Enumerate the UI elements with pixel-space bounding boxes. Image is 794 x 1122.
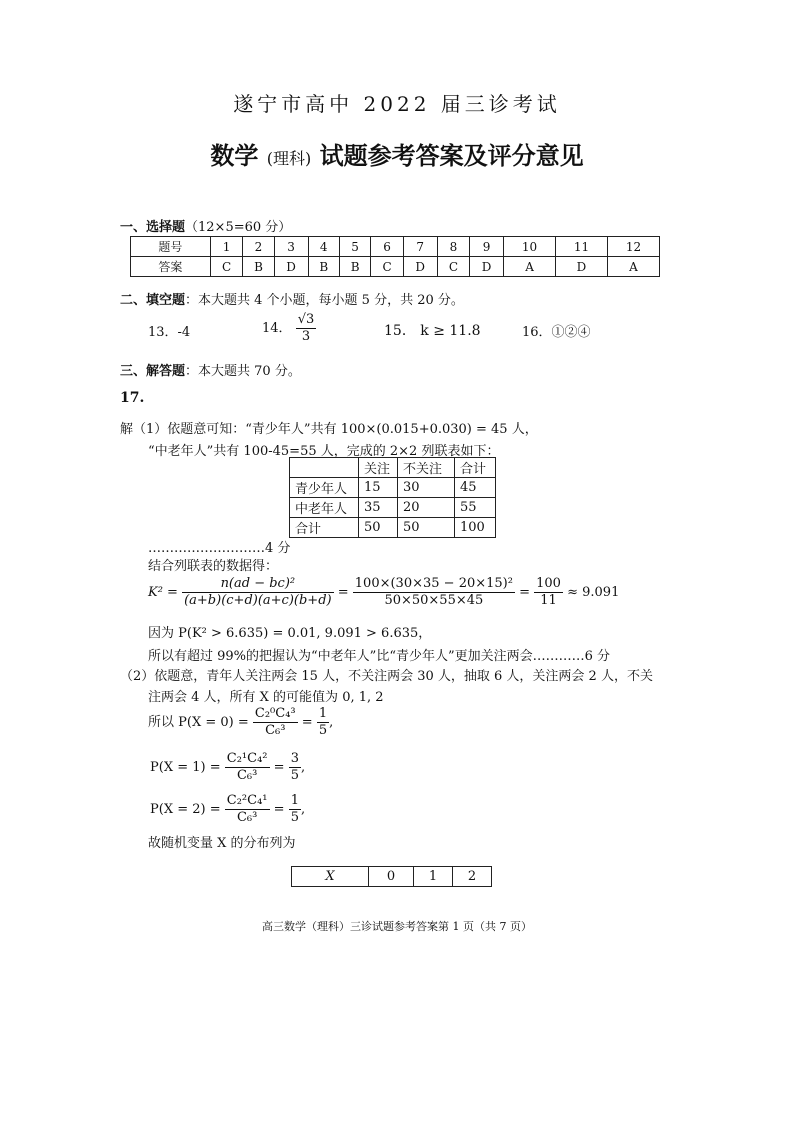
row-label: 答案 [131,257,211,277]
table-cell: 4 [308,237,339,257]
fraction-denominator: 11 [540,593,557,608]
table-cell: A [504,257,556,277]
prob-result-fraction [289,751,301,784]
table-cell: 2 [453,867,492,887]
table-cell: 20 [398,498,455,518]
fraction-numerator: √3 [297,312,315,327]
table-cell: 10 [504,237,556,257]
table-cell: 1 [414,867,453,887]
equals-sign: = [519,585,530,600]
fraction-denominator: C₆³ [236,768,258,783]
section1-heading: 一、选择题 [120,220,186,235]
table-cell: 50 [359,518,398,538]
table-cell: C [437,257,470,277]
prob-result-fraction [317,706,329,739]
page-footer: 高三数学（理科）三诊试题参考答案第 1 页（共 7 页） [262,920,532,933]
fraction-denominator: C₆³ [236,810,258,825]
table-cell: 中老年人 [290,498,359,518]
prob-tail: , [300,802,306,817]
prob-fraction [225,793,270,826]
answer-14-fraction [296,312,317,345]
k2-left: K² = [148,585,178,600]
answer-table-row-numbers [131,237,660,257]
fraction-denominator: 3 [301,329,311,344]
table-header-row [290,458,496,478]
table-cell: 50 [398,518,455,538]
table-cell: 合计 [290,518,359,538]
equals-sign: = [337,585,349,600]
table-cell: 7 [403,237,437,257]
table-cell: 8 [437,237,470,257]
fraction-numerator: C₂¹C₄² [226,751,268,766]
table-cell: 15 [359,478,398,498]
score-marker-4: ………………………4 分 [148,541,291,556]
problem-17-number: 17. [120,390,145,406]
solution-line-2: “中老年人”共有 100-45=55 人，完成的 2×2 列联表如下： [148,444,500,459]
answer-13: 13．-4 [148,325,191,340]
section3-heading-line [120,360,301,379]
row-label: 题号 [131,237,211,257]
solution-line-7: 注两会 4 人，所有 X 的可能值为 0, 1, 2 [148,690,384,705]
section1-note: （12×5=60 分） [185,220,292,235]
table-cell: 1 [210,237,243,257]
table-cell: D [470,257,504,277]
solution-line-3: 结合列联表的数据得： [148,559,279,574]
answer-15: 15． k ≥ 11.8 [384,323,481,339]
section2-desc: ：本大题共 4 个小题，每小题 5 分，共 20 分。 [185,293,464,308]
section2-heading-line [120,289,464,308]
solution-line-1: 解（1）依题意可知：“青少年人”共有 100×(0.015+0.030) = 45 人， [120,422,538,437]
section3-desc: ：本大题共 70 分。 [185,364,301,379]
fraction-denominator: (a+b)(c+d)(a+c)(b+d) [184,593,332,608]
fraction-numerator: C₂⁰C₄³ [254,706,296,721]
table-cell: D [556,257,608,277]
table-cell: 35 [359,498,398,518]
fraction-denominator: C₆³ [265,723,286,738]
prob-fraction [225,751,270,784]
table-row [290,478,496,498]
table-header-cell: 合计 [455,458,496,478]
table-cell: 11 [556,237,608,257]
contingency-table [289,457,496,538]
table-cell: C [371,257,404,277]
k2-fraction-general [182,576,334,609]
prob-x0 [148,706,333,739]
table-cell: D [403,257,437,277]
answer-key-title [0,136,794,171]
table-cell: X [292,867,369,887]
fraction-numerator: 1 [318,706,328,721]
table-header-cell: 关注 [359,458,398,478]
table-row [292,867,492,887]
prob-x1 [150,751,305,784]
table-cell: 45 [455,478,496,498]
table-cell: 30 [398,478,455,498]
fraction-numerator: 1 [290,793,299,808]
exam-title: 遂宁市高中 2022 届三诊考试 [233,92,561,116]
prob-tail: , [300,760,306,775]
table-cell: 0 [369,867,414,887]
solution-line-5: 所以有超过 99%的把握认为“中老年人”比“青少年人”更加关注两会…………6 分 [148,649,611,664]
table-cell: 2 [243,237,274,257]
table-cell: B [243,257,274,277]
section2-heading: 二、填空题 [120,293,186,308]
solution-line-8: 故随机变量 X 的分布列为 [148,836,296,851]
distribution-table [291,866,492,887]
fraction-denominator: 50×50×55×45 [384,593,484,608]
prob-tail: , [329,715,334,730]
answer-table-row-answers [131,257,660,277]
table-cell: 5 [339,237,370,257]
equals-sign: = [301,715,313,730]
equals-sign: = [273,760,285,775]
answer-16: 16．①②④ [522,325,591,340]
prob-prefix: 所以 P(X = 0) = [148,715,249,730]
table-row [290,498,496,518]
table-cell: A [607,257,659,277]
table-cell: B [308,257,339,277]
table-header-cell: 不关注 [398,458,455,478]
table-header-cell [290,458,359,478]
title-rest: 试题参考答案及评分意见 [319,141,584,170]
fraction-numerator: C₂²C₄¹ [226,793,268,808]
fraction-numerator: 3 [290,751,299,766]
table-cell: C [210,257,243,277]
table-cell: 青少年人 [290,478,359,498]
table-cell: D [274,257,308,277]
fraction-denominator: 5 [290,810,299,825]
subject-label: 数学 [210,141,259,170]
table-cell: 6 [371,237,404,257]
table-cell: B [339,257,370,277]
section3-heading: 三、解答题 [120,364,186,379]
prob-prefix: P(X = 1) = [150,760,221,775]
prob-x2 [150,793,305,826]
fraction-numerator: n(ad − bc)² [182,576,334,593]
answer-table [130,236,660,277]
prob-fraction [253,706,298,739]
solution-line-4: 因为 P(K² > 6.635) = 0.01, 9.091 > 6.635， [148,626,432,641]
fraction-denominator: 5 [290,768,299,783]
fraction-numerator: 100 [536,576,561,591]
section1-heading-line [120,216,291,235]
fraction-denominator: 5 [318,723,328,738]
answer-14 [262,312,316,345]
table-cell: 3 [274,237,308,257]
table-cell: 55 [455,498,496,518]
k2-formula [148,576,619,609]
prob-prefix: P(X = 2) = [150,802,221,817]
answer-14-label: 14． [262,321,292,336]
table-cell: 12 [607,237,659,257]
solution-line-6: （2）依题意，青年人关注两会 15 人，不关注两会 30 人，抽取 6 人，关注两会 2 人，不关 [120,669,653,684]
k2-fraction-result [534,576,563,609]
k2-fraction-values [353,576,515,609]
table-cell: 100 [455,518,496,538]
fraction-numerator: 100×(30×35 − 20×15)² [354,576,513,591]
equals-sign: = [273,802,285,817]
subject-paren: (理科) [266,149,312,168]
k2-approx: ≈ 9.091 [567,585,620,600]
prob-result-fraction [289,793,301,826]
table-row [290,518,496,538]
table-cell: 9 [470,237,504,257]
